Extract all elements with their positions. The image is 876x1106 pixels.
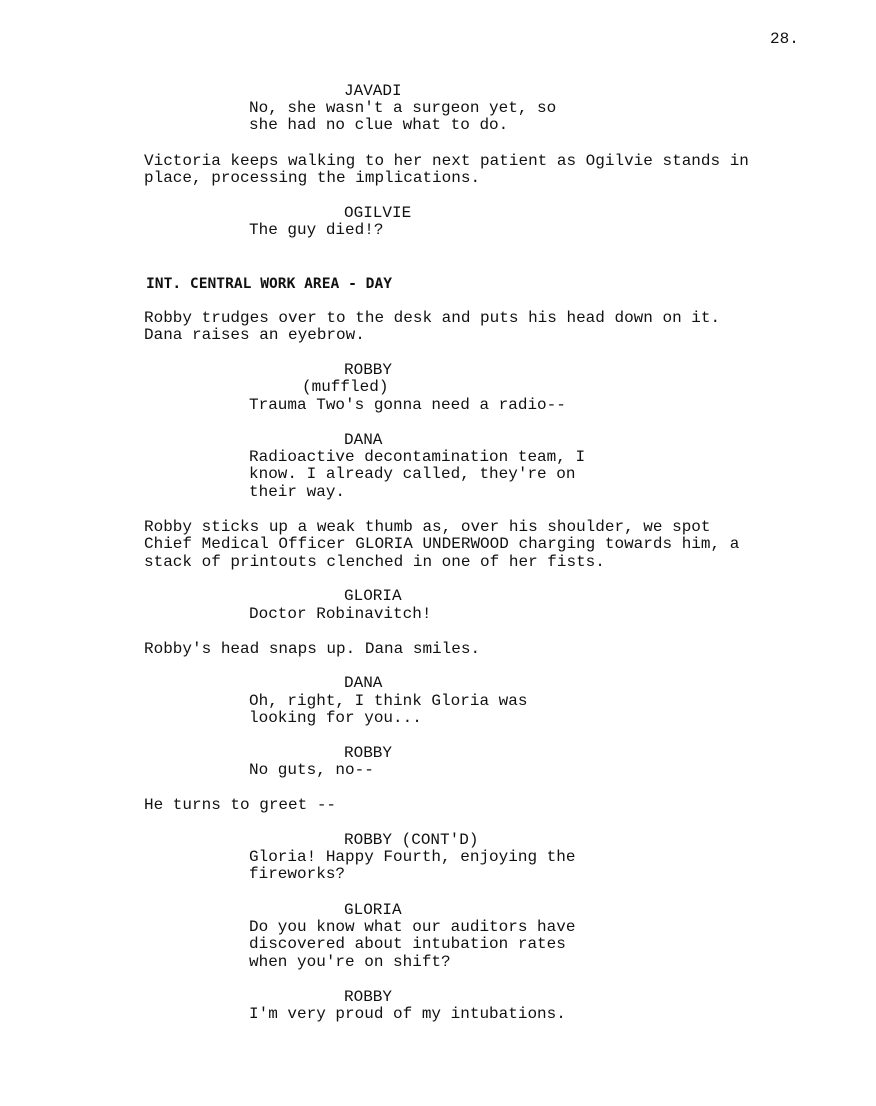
- text-line: place, processing the implications.: [144, 169, 481, 188]
- action-gloria-enters: [144, 519, 824, 571]
- text-line: He turns to greet --: [144, 796, 337, 814]
- dialogue-gloria: [249, 606, 629, 623]
- text-line: Radioactive decontamination team, I: [249, 448, 586, 466]
- character-cue-dana: [344, 432, 382, 449]
- text-line: Robby sticks up a weak thumb as, over his shoulder, we spot: [144, 518, 711, 536]
- dialogue-gloria: [249, 919, 629, 971]
- text-line: Robby trudges over to the desk and puts his head down on it.: [144, 309, 721, 327]
- text-line: Gloria! Happy Fourth, enjoying the: [249, 848, 576, 866]
- text-line: ROBBY (CONT'D): [344, 831, 479, 849]
- text-line: OGILVIE: [344, 204, 412, 222]
- dialogue-robby: [249, 762, 629, 779]
- parenthetical-robby: [302, 379, 388, 396]
- character-cue-robby-contd: [344, 832, 478, 849]
- dialogue-robby: [249, 397, 629, 414]
- character-cue-robby: [344, 362, 392, 379]
- dialogue-ogilvie: [249, 222, 629, 239]
- text-line: know. I already called, they're on: [249, 465, 576, 484]
- scene-heading: [146, 275, 392, 292]
- text-line: discovered about intubation rates: [249, 935, 566, 954]
- character-cue-robby: [344, 745, 392, 762]
- dialogue-javadi: [249, 100, 629, 135]
- character-cue-javadi: [344, 83, 402, 100]
- character-cue-ogilvie: [344, 205, 411, 222]
- text-line: fireworks?: [249, 865, 346, 884]
- text-line: Trauma Two's gonna need a radio--: [249, 396, 566, 414]
- text-line: stack of printouts clenched in one of her fists.: [144, 552, 605, 571]
- text-line: Doctor Robinavitch!: [249, 605, 432, 623]
- dialogue-robby: [249, 849, 629, 884]
- character-cue-dana: [344, 675, 382, 692]
- text-line: Victoria keeps walking to her next patient as Ogilvie stands in: [144, 152, 749, 170]
- text-line: ROBBY: [344, 361, 393, 379]
- text-line: GLORIA: [344, 901, 402, 919]
- text-line: ROBBY: [344, 744, 393, 762]
- text-line: JAVADI: [344, 82, 402, 100]
- dialogue-dana: [249, 693, 629, 728]
- text-line: The guy died!?: [249, 221, 384, 239]
- dialogue-robby: [249, 1006, 629, 1023]
- page-number: 28.: [770, 30, 799, 48]
- text-line: ROBBY: [344, 988, 393, 1006]
- action-robby-desk: [144, 310, 824, 345]
- text-line: (muffled): [302, 378, 389, 396]
- text-line: Robby's head snaps up. Dana smiles.: [144, 640, 481, 658]
- character-cue-gloria: [344, 588, 402, 605]
- text-line: their way.: [249, 482, 346, 501]
- action-robby-turns: [144, 797, 824, 814]
- dialogue-dana: [249, 449, 629, 501]
- text-line: looking for you...: [249, 709, 422, 728]
- text-line: GLORIA: [344, 587, 402, 605]
- text-line: Do you know what our auditors have: [249, 918, 576, 936]
- text-line: INT. CENTRAL WORK AREA - DAY: [146, 275, 393, 292]
- text-line: I'm very proud of my intubations.: [249, 1005, 566, 1023]
- text-line: DANA: [344, 674, 383, 692]
- character-cue-robby: [344, 989, 392, 1006]
- text-line: Oh, right, I think Gloria was: [249, 692, 528, 710]
- text-line: Chief Medical Officer GLORIA UNDERWOOD charging towards him, a: [144, 535, 740, 554]
- text-line: No guts, no--: [249, 761, 374, 779]
- text-line: No, she wasn't a surgeon yet, so: [249, 99, 557, 117]
- text-line: when you're on shift?: [249, 952, 451, 971]
- text-line: DANA: [344, 431, 383, 449]
- action-robby-head-snaps: [144, 641, 824, 658]
- action-victoria-walks: [144, 153, 824, 188]
- text-line: she had no clue what to do.: [249, 116, 509, 135]
- character-cue-gloria: [344, 902, 402, 919]
- text-line: Dana raises an eyebrow.: [144, 326, 365, 345]
